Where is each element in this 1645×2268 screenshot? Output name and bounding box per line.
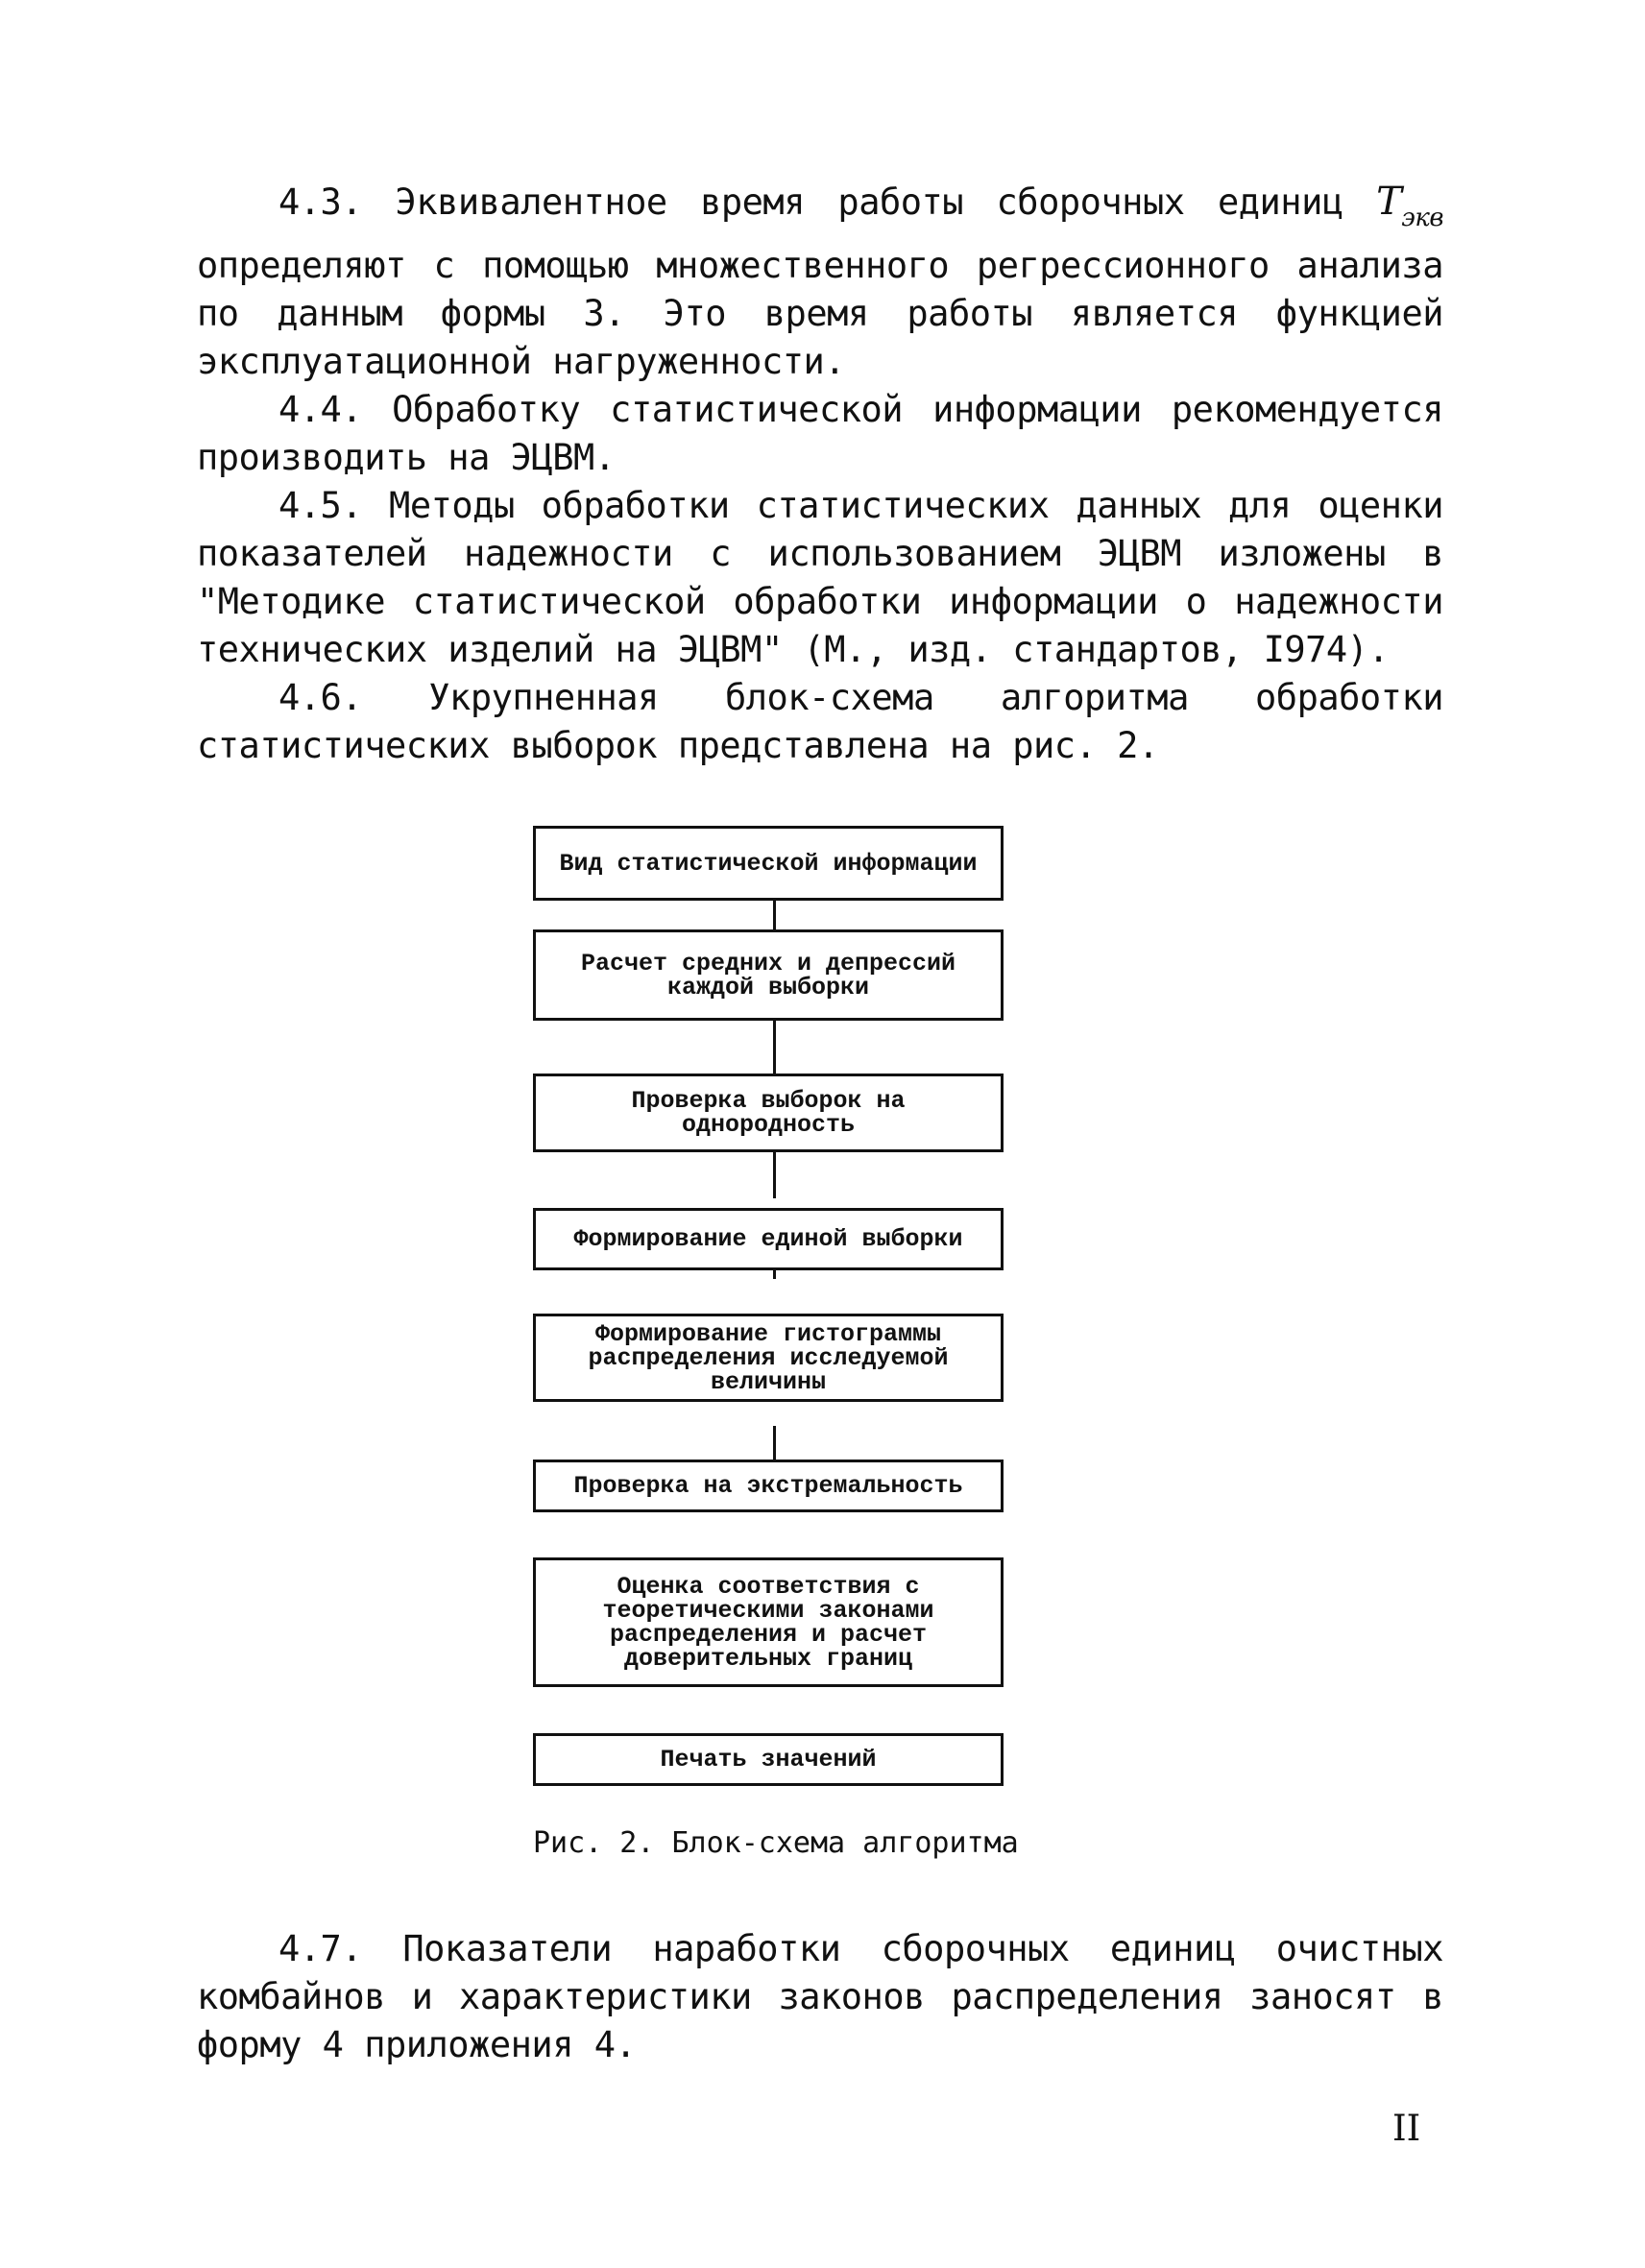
flowchart-step-7 [533, 1557, 1004, 1687]
t-ekv-symbol [1376, 180, 1443, 232]
bottom-text-block [197, 1925, 1443, 2069]
figure-caption: Рис. 2. Блок-схема алгоритма [533, 1826, 1019, 1860]
flowchart-step-4 [533, 1208, 1004, 1270]
flowchart-step-6 [533, 1460, 1004, 1512]
flowchart-step-3 [533, 1074, 1004, 1152]
paragraph-4-6: 4.6. Укрупненная блок-схема алгоритма обработки статистических выборок представлена на рис. 2. [197, 677, 1443, 766]
t-symbol: T [1376, 180, 1402, 224]
flowchart-step-2 [533, 929, 1004, 1021]
paragraph-4-3-text-after: определяют с помощью множественного регрессионного анализа по данным формы 3. Это время работы является функцией эксплуатационной нагруженности. [197, 245, 1443, 382]
flowchart-step-6-text: Проверка на экстремальность [573, 1472, 963, 1500]
flowchart-step-5 [533, 1314, 1004, 1402]
flowchart [533, 826, 1013, 1805]
top-text-block [197, 178, 1443, 770]
flowchart-step-8-text: Печать значений [660, 1746, 877, 1773]
flowchart-step-1-text: Вид статистической информации [559, 849, 978, 878]
paragraph-4-5: 4.5. Методы обработки статистических данных для оценки показателей надежности с использованием ЭЦВМ изложены в "Методике статистической обработки информации о надежности технических изделий на ЭЦВМ" (М., изд. стандартов, I974). [197, 485, 1443, 670]
paragraph-4-3-text-before: 4.3. Эквивалентное время работы сборочных единиц [278, 181, 1377, 223]
ekv-subscript: экв [1401, 204, 1443, 232]
flowchart-step-3-text: Проверка выборок на однородность [631, 1087, 906, 1139]
page-number: II [1392, 2108, 1421, 2149]
flowchart-step-8 [533, 1733, 1004, 1786]
flowchart-step-4-text: Формирование единой выборки [573, 1225, 963, 1253]
paragraph-4-4: 4.4. Обработку статистической информации рекомендуется производить на ЭЦВМ. [197, 389, 1443, 478]
flowchart-step-1 [533, 826, 1004, 901]
flowchart-step-5-text: Формирование гистограммы распределения исследуемой величины [588, 1319, 949, 1396]
flowchart-step-2-text: Расчет средних и депрессий каждой выборки [580, 949, 956, 1001]
connector-3 [773, 1152, 776, 1198]
flowchart-step-7-text: Оценка соответствия с теоретическими законами распределения и расчет доверительных границ [602, 1572, 934, 1673]
paragraph-4-3 [197, 178, 1443, 386]
paragraph-4-7: 4.7. Показатели наработки сборочных единиц очистных комбайнов и характеристики законов распределения заносят в форму 4 приложения 4. [197, 1928, 1443, 2065]
